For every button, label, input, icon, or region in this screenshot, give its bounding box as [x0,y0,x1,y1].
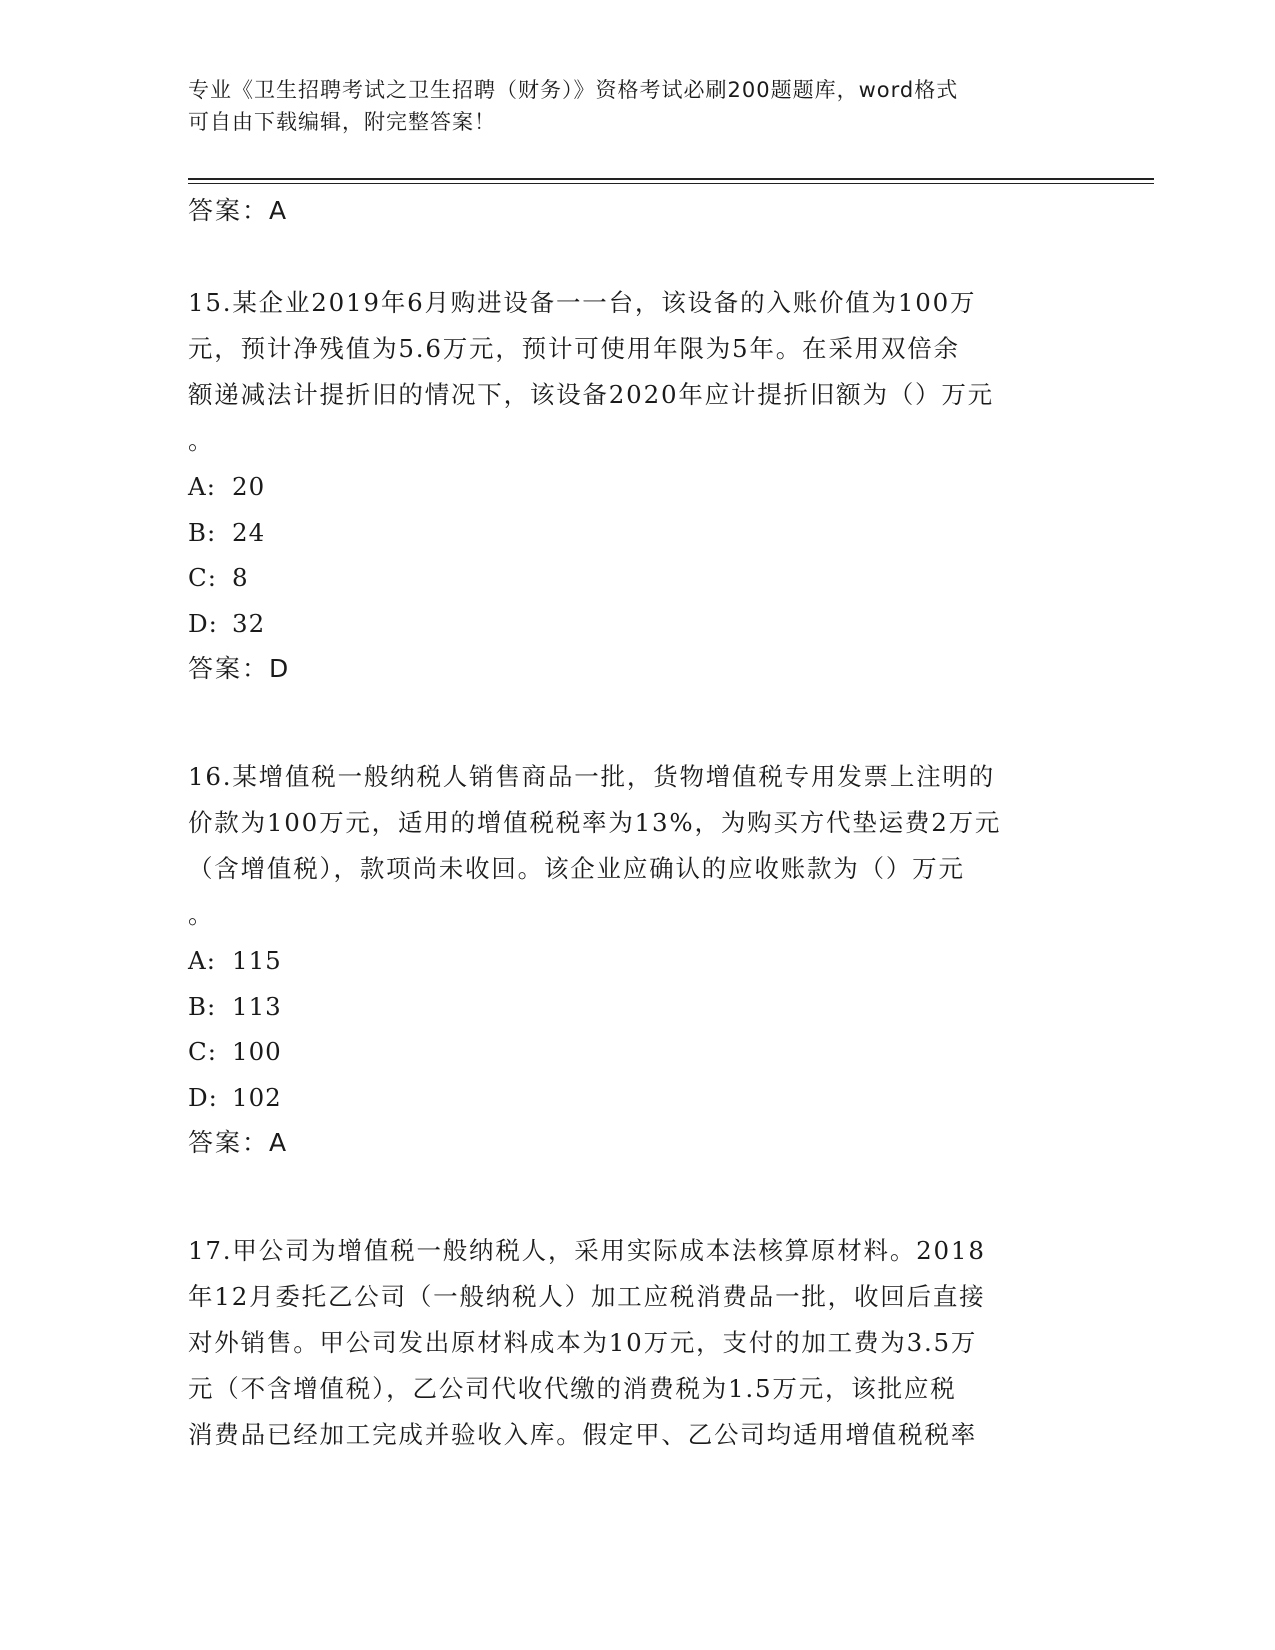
answer-16: 答案：A [188,1128,289,1157]
option-a [188,464,1088,510]
option-text: 24 [232,517,266,547]
spacer [188,234,1088,280]
option-letter: C: [188,1037,218,1066]
option-b [188,984,1088,1030]
spacer [188,692,1088,754]
option-c [188,555,1088,601]
question-line: 17.甲公司为增值税一般纳税人，采用实际成本法核算原材料。2018 [188,1236,986,1265]
question-line: 消费品已经加工完成并验收入库。假定甲、乙公司均适用增值税税率 [188,1420,977,1449]
option-text: 102 [232,1082,282,1112]
option-b [188,510,1088,556]
question-line: 。 [188,426,215,455]
option-letter: D: [188,1082,218,1112]
answer-15: 答案：D [188,654,291,683]
option-d [188,601,1088,647]
option-text: 113 [232,991,282,1021]
question-line: 16.某增值税一般纳税人销售商品一批，货物增值税专用发票上注明的 [188,762,996,791]
question-15 [188,280,1088,464]
option-text: 100 [232,1037,282,1066]
question-line: 年12月委托乙公司（一般纳税人）加工应税消费品一批，收回后直接 [188,1282,986,1311]
question-line: （含增值税），款项尚未收回。该企业应确认的应收账款为（）万元 [188,854,965,883]
header-divider-thick [188,178,1154,180]
question-line: 元（不含增值税），乙公司代收代缴的消费税为1.5万元，该批应税 [188,1374,957,1403]
option-text: 32 [232,608,266,638]
header-line-2: 可自由下载编辑，附完整答案！ [188,110,496,134]
option-letter: A: [188,946,216,975]
option-letter: D: [188,608,218,638]
question-line: 。 [188,900,215,929]
option-text: 20 [232,472,266,501]
answer-previous: 答案：A [188,196,289,225]
option-letter: A: [188,472,216,501]
question-line: 元，预计净残值为5.6万元，预计可使用年限为5年。在采用双倍余 [188,334,960,363]
question-line: 对外销售。甲公司发出原材料成本为10万元，支付的加工费为3.5万 [188,1328,978,1357]
option-letter: B: [188,517,217,547]
document-body [188,188,1088,1458]
option-c [188,1029,1088,1075]
question-17 [188,1228,1088,1458]
header-divider-thin [188,183,1154,184]
option-text: 8 [232,563,249,592]
spacer [188,1166,1088,1228]
document-header [188,74,1068,138]
option-a [188,938,1088,984]
option-text: 115 [232,946,282,975]
question-line: 15.某企业2019年6月购进设备一一台，该设备的入账价值为100万 [188,288,977,317]
header-line-1: 专业《卫生招聘考试之卫生招聘（财务）》资格考试必刷200题题库，word格式 [188,78,959,102]
question-line: 额递减法计提折旧的情况下，该设备2020年应计提折旧额为（）万元 [188,380,994,409]
question-16 [188,754,1088,938]
option-letter: C: [188,563,218,592]
option-d [188,1075,1088,1121]
option-letter: B: [188,991,217,1021]
question-line: 价款为100万元，适用的增值税税率为13%，为购买方代垫运费2万元 [188,808,1002,837]
